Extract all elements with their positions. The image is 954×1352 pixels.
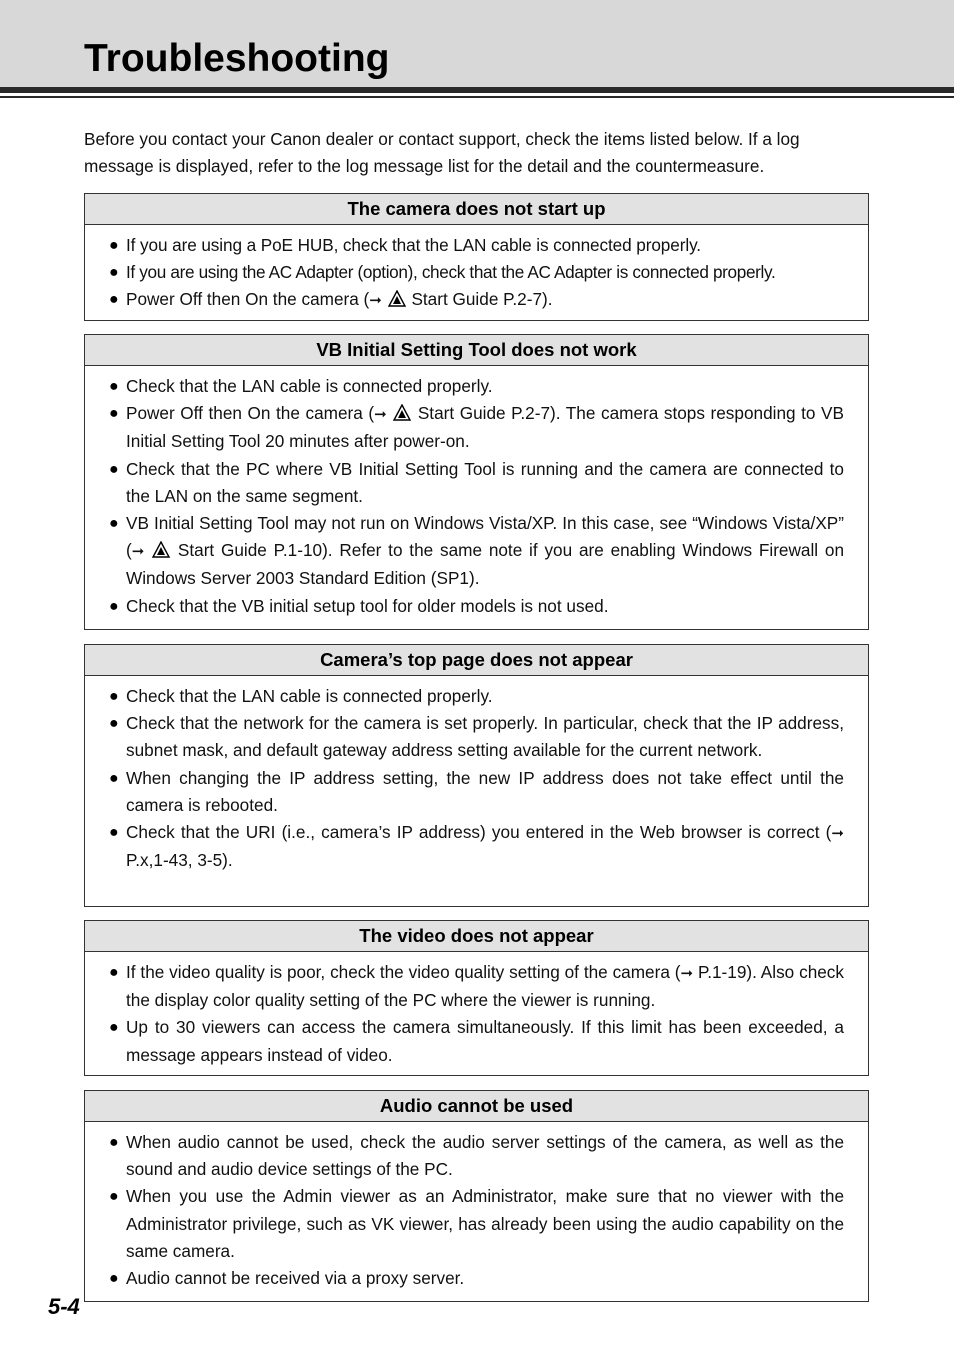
bullet-icon: ● — [109, 1270, 119, 1288]
list-item: ● Check that the LAN cable is connected properly. — [109, 683, 844, 710]
page-number: 5-4 — [48, 1294, 80, 1319]
bullet-icon: ● — [109, 264, 119, 282]
list-item: ● When you use the Admin viewer as an Administrator, make sure that no viewer with the Administrator privilege, such as VK viewer, has already been using the audio capability on the same camera. — [109, 1183, 844, 1265]
bullet-icon: ● — [109, 597, 119, 615]
start-guide-icon — [392, 404, 412, 422]
list-item: ● Check that the PC where VB Initial Setting Tool is running and the camera are connected to the LAN on the same segment. — [109, 456, 844, 510]
bullet-icon: ● — [109, 291, 119, 309]
bullet-icon: ● — [109, 237, 119, 254]
arrow-icon: ➞ — [374, 406, 387, 424]
bullet-icon: ● — [109, 1188, 119, 1206]
bullet-icon: ● — [109, 769, 119, 787]
list-item: ● Check that the URI (i.e., camera’s IP address) you entered in the Web browser is correct (➞ P.x,1-43, 3-5). — [109, 819, 844, 874]
list-item: ● If the video quality is poor, check the video quality setting of the camera (➞ P.1-19). Also check the display color quality setting of the PC where the viewer is running. — [109, 959, 844, 1014]
arrow-icon: ➞ — [131, 543, 145, 561]
bullet-icon: ● — [109, 1019, 119, 1037]
section-heading: VB Initial Setting Tool does not work — [85, 335, 868, 366]
bullet-icon: ● — [109, 964, 119, 981]
section-camera-start — [84, 193, 869, 321]
section-top-page — [84, 644, 869, 907]
list-item: ● Power Off then On the camera (➞ Start Guide P.2-7). The camera stops responding to VB Initial Setting Tool 20 minutes after power-on. — [109, 400, 844, 455]
list-item: ● Audio cannot be received via a proxy server. — [109, 1265, 844, 1292]
list-item: ● When audio cannot be used, check the audio server settings of the camera, as well as the sound and audio device settings of the PC. — [109, 1129, 844, 1183]
arrow-icon: ➞ — [680, 965, 694, 982]
list-item: ● Check that the network for the camera is set properly. In particular, check that the IP address, subnet mask, and default gateway address setting available for the current network. — [109, 710, 844, 764]
list-item: ● VB Initial Setting Tool may not run on Windows Vista/XP. In this case, see “Windows Vista/XP” (➞ Start Guide P.1-10). Refer to the same note if you are enabling Windows Firewall on Windows Server 2003 Standard Edition (SP1). — [109, 510, 844, 593]
section-vb-tool — [84, 334, 869, 630]
list-item: ● If you are using a PoE HUB, check that the LAN cable is connected properly. — [109, 232, 844, 259]
section-heading: Camera’s top page does not appear — [85, 645, 868, 676]
list-item: ● When changing the IP address setting, the new IP address does not take effect until the camera is rebooted. — [109, 765, 844, 819]
list-item: ● Check that the VB initial setup tool for older models is not used. — [109, 593, 844, 620]
arrow-icon: ➞ — [831, 825, 844, 843]
start-guide-icon — [151, 541, 171, 559]
header-rule-thin — [0, 96, 954, 98]
list-item: ● Up to 30 viewers can access the camera simultaneously. If this limit has been exceeded, a message appears instead of video. — [109, 1014, 844, 1068]
intro-paragraph: Before you contact your Canon dealer or contact support, check the items listed below. If a log message is displayed, refer to the log message list for the detail and the countermeasure. — [84, 129, 800, 176]
section-heading: The video does not appear — [85, 921, 868, 952]
bullet-icon: ● — [109, 1134, 119, 1151]
arrow-icon: ➞ — [369, 292, 382, 310]
bullet-icon: ● — [109, 824, 119, 842]
list-item: ● If you are using the AC Adapter (option), check that the AC Adapter is connected properly. — [109, 259, 844, 286]
section-audio — [84, 1090, 869, 1302]
section-video — [84, 920, 869, 1076]
page-title: Troubleshooting — [84, 37, 390, 80]
bullet-icon: ● — [109, 460, 119, 478]
section-heading: Audio cannot be used — [85, 1091, 868, 1122]
list-item: ● Power Off then On the camera (➞ Start Guide P.2-7). — [109, 286, 844, 314]
bullet-icon: ● — [109, 405, 119, 423]
list-item: ● Check that the LAN cable is connected properly. — [109, 373, 844, 400]
header-rule-thick — [0, 87, 954, 93]
bullet-icon: ● — [109, 515, 119, 533]
bullet-icon: ● — [109, 715, 119, 733]
bullet-icon: ● — [109, 688, 119, 705]
start-guide-icon — [387, 290, 407, 308]
bullet-icon: ● — [109, 378, 119, 395]
section-heading: The camera does not start up — [85, 194, 868, 225]
